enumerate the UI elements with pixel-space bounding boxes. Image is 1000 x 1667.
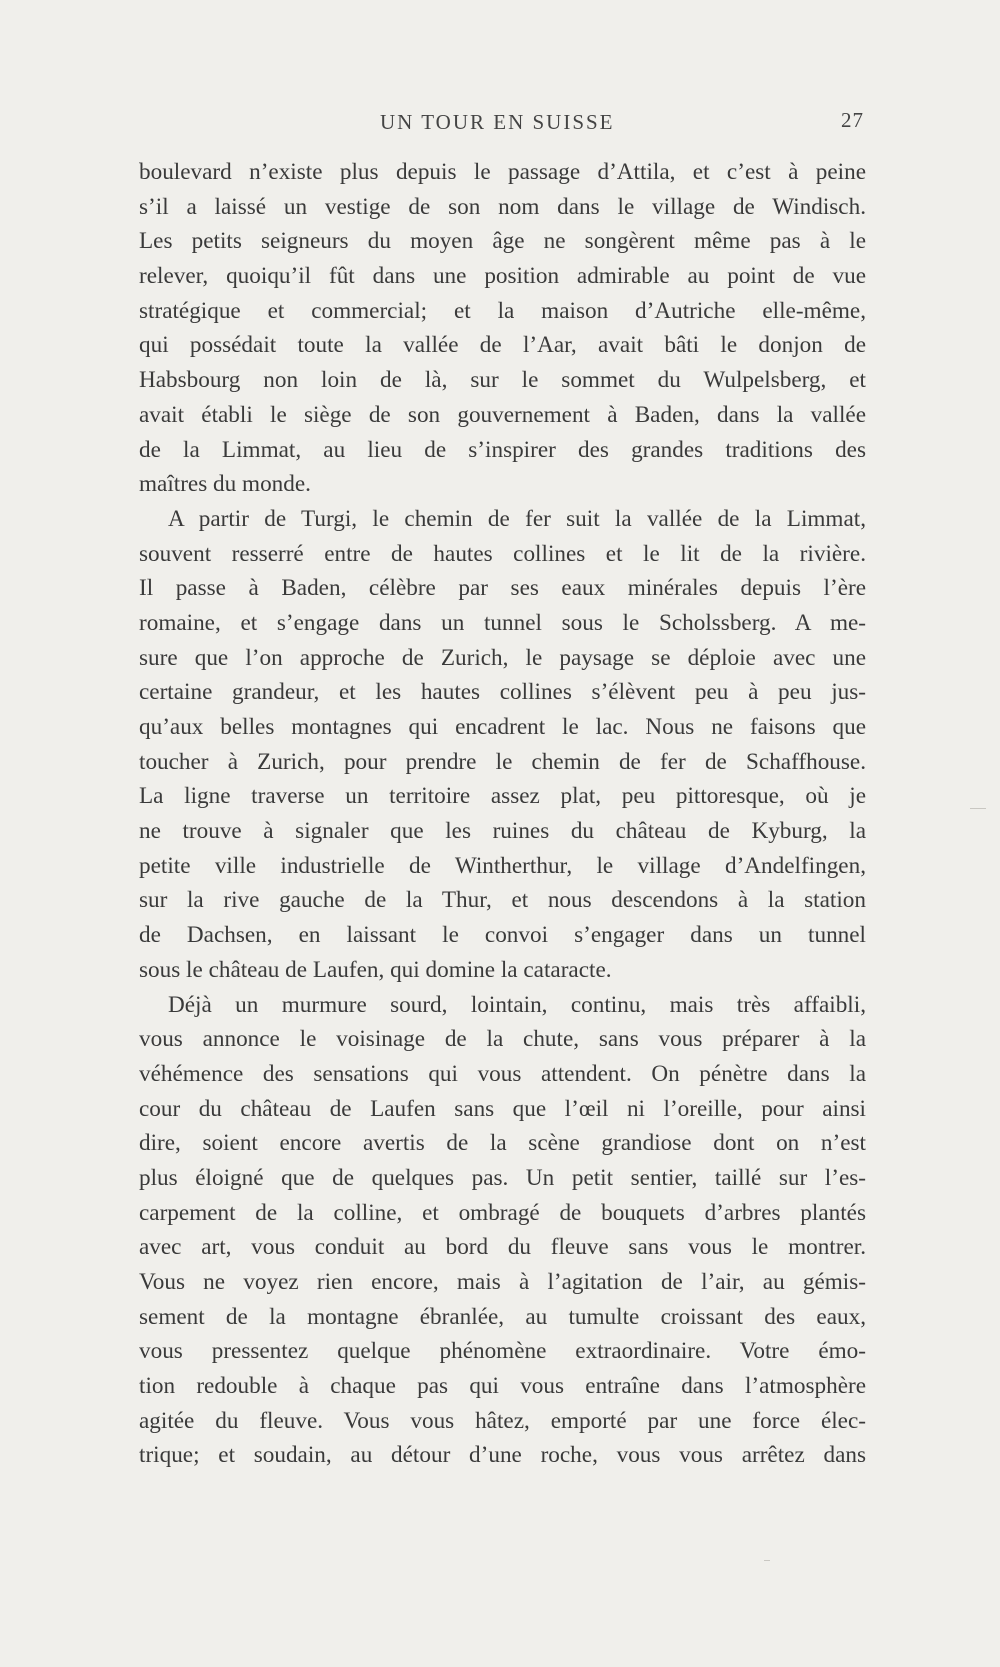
- text-line: Déjà un murmure sourd, lointain, continu, mais très affaibli,: [168, 991, 866, 1018]
- text-line: de la Limmat, au lieu de s’inspirer des grandes traditions des: [139, 436, 866, 463]
- text-line: dire, soient encore avertis de la scène grandiose dont on n’est: [139, 1130, 866, 1157]
- text-line: cour du château de Laufen sans que l’œil ni l’oreille, pour ainsi: [139, 1095, 866, 1122]
- text-line: Habsbourg non loin de là, sur le sommet du Wulpelsberg, et: [139, 367, 866, 394]
- text-line: plus éloigné que de quelques pas. Un petit sentier, taillé sur l’es-: [139, 1164, 866, 1191]
- text-line: carpement de la colline, et ombragé de bouquets d’arbres plantés: [139, 1199, 866, 1226]
- text-line: véhémence des sensations qui vous attendent. On pénètre dans la: [139, 1060, 866, 1087]
- text-line: souvent resserré entre de hautes collines et le lit de la rivière.: [139, 540, 866, 567]
- text-line: tion redouble à chaque pas qui vous entraîne dans l’atmosphère: [139, 1373, 866, 1400]
- text-line: vous annonce le voisinage de la chute, sans vous préparer à la: [139, 1026, 866, 1053]
- page-number: 27: [841, 108, 864, 132]
- text-line: avec art, vous conduit au bord du fleuve sans vous le montrer.: [139, 1234, 866, 1261]
- margin-mark: [764, 1560, 770, 1561]
- text-line: sure que l’on approche de Zurich, le paysage se déploie avec une: [139, 644, 866, 671]
- text-line: sur la rive gauche de la Thur, et nous descendons à la station: [139, 887, 866, 914]
- text-line: trique; et soudain, au détour d’une roche, vous vous arrêtez dans: [139, 1442, 866, 1469]
- text-line: La ligne traverse un territoire assez plat, peu pittoresque, où je: [139, 783, 866, 810]
- text-line: Il passe à Baden, célèbre par ses eaux minérales depuis l’ère: [139, 575, 866, 602]
- text-line: relever, quoiqu’il fût dans une position admirable au point de vue: [139, 263, 866, 290]
- text-line: maîtres du monde.: [139, 471, 311, 498]
- text-line: vous pressentez quelque phénomène extraordinaire. Votre émo-: [139, 1338, 866, 1365]
- text-line: certaine grandeur, et les hautes collines s’élèvent peu à peu jus-: [139, 679, 866, 706]
- text-line: ne trouve à signaler que les ruines du château de Kyburg, la: [139, 818, 866, 845]
- text-line: agitée du fleuve. Vous vous hâtez, emporté par une force élec-: [139, 1407, 866, 1434]
- text-line: sement de la montagne ébranlée, au tumulte croissant des eaux,: [139, 1303, 866, 1330]
- text-line: qui possédait toute la vallée de l’Aar, avait bâti le donjon de: [139, 332, 866, 359]
- text-line: sous le château de Laufen, qui domine la cataracte.: [139, 956, 612, 983]
- text-line: Les petits seigneurs du moyen âge ne songèrent même pas à le: [139, 228, 866, 255]
- text-line: petite ville industrielle de Wintherthur, le village d’Andelfingen,: [139, 852, 866, 879]
- running-title: UN TOUR EN SUISSE: [380, 110, 615, 134]
- text-line: avait établi le siège de son gouvernement à Baden, dans la vallée: [139, 401, 866, 428]
- text-line: toucher à Zurich, pour prendre le chemin de fer de Schaffhouse.: [139, 748, 866, 775]
- text-line: boulevard n’existe plus depuis le passage d’Attila, et c’est à peine: [139, 159, 866, 185]
- text-line: stratégique et commercial; et la maison d’Autriche elle-même,: [139, 297, 866, 324]
- text-line: A partir de Turgi, le chemin de fer suit la vallée de la Limmat,: [168, 505, 866, 532]
- text-line: romaine, et s’engage dans un tunnel sous le Scholssberg. A me-: [139, 609, 866, 636]
- text-line: Vous ne voyez rien encore, mais à l’agitation de l’air, au gémis-: [139, 1269, 866, 1295]
- text-line: qu’aux belles montagnes qui encadrent le lac. Nous ne faisons que: [139, 714, 866, 740]
- text-line: de Dachsen, en laissant le convoi s’engager dans un tunnel: [139, 922, 866, 949]
- text-line: s’il a laissé un vestige de son nom dans le village de Windisch.: [139, 193, 866, 220]
- running-head: [139, 108, 864, 138]
- margin-mark: [970, 808, 986, 809]
- body-text: [139, 155, 866, 1473]
